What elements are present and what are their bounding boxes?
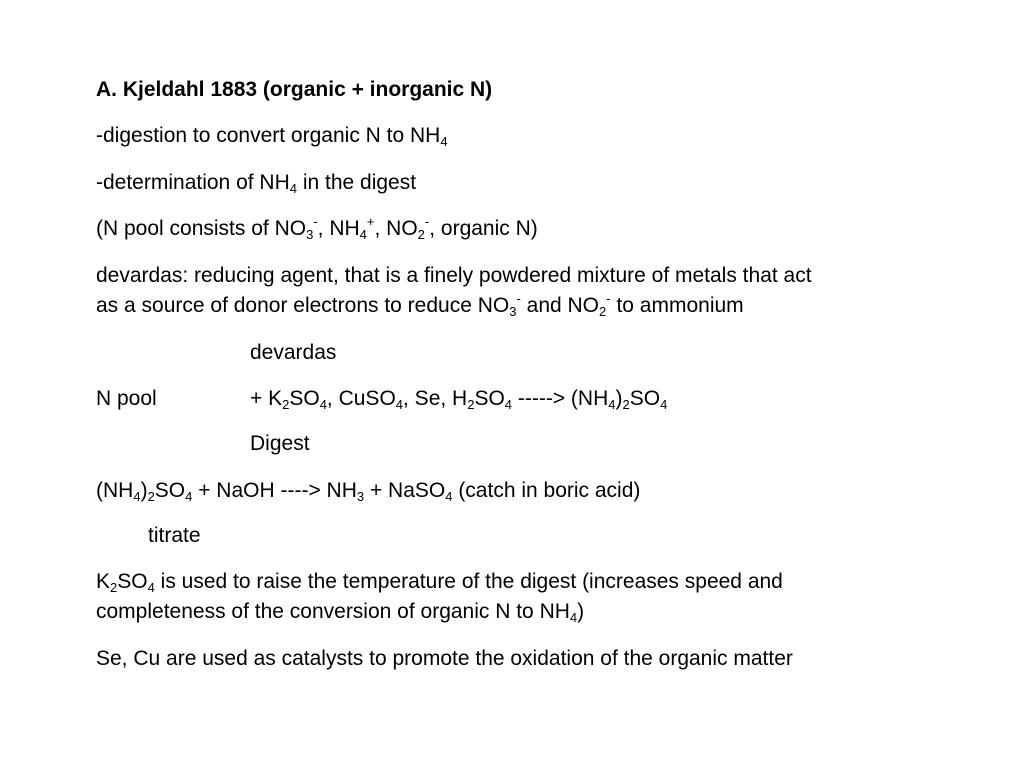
distillation-equation — [96, 476, 640, 506]
text: K — [96, 570, 111, 593]
text: to ammonium — [610, 294, 744, 317]
equation-label-digest: Digest — [250, 432, 310, 455]
subscript: 4 — [133, 489, 141, 504]
devardas-definition-line-1: devardas: reducing agent, that is a finely powdered mixture of metals that act — [96, 264, 812, 287]
text: SO — [629, 387, 661, 410]
digestion-equation — [250, 384, 667, 414]
determination-line — [96, 168, 416, 198]
superscript: - — [606, 291, 611, 306]
superscript: - — [424, 214, 430, 229]
text: , Se, H — [403, 387, 468, 410]
devardas-definition-line-2 — [96, 291, 744, 321]
subscript: 4 — [319, 397, 327, 412]
digestion-line — [96, 121, 448, 151]
text: is used to raise the temperature of the digest (increases speed and — [154, 570, 783, 593]
subscript: 3 — [509, 304, 517, 319]
text: as a source of donor electrons to reduce NO — [96, 294, 510, 317]
subscript: 3 — [356, 489, 365, 504]
text: (N pool consists of NO — [96, 217, 307, 240]
equation-label-devardas: devardas — [250, 341, 337, 364]
text: -determination of NH — [96, 171, 290, 194]
text: , organic N) — [429, 217, 538, 240]
text: and NO — [520, 294, 600, 317]
k2so4-note-line-1 — [96, 567, 783, 597]
text: + K — [250, 387, 283, 410]
superscript: - — [313, 214, 318, 229]
heading: A. Kjeldahl 1883 (organic + inorganic N) — [96, 78, 493, 101]
subscript: 2 — [282, 397, 290, 412]
n-pool-label: N pool — [96, 387, 157, 410]
text: ) — [577, 600, 585, 623]
subscript: 4 — [504, 397, 513, 412]
subscript: 2 — [467, 397, 475, 412]
titrate-label: titrate — [148, 524, 201, 547]
subscript: 4 — [569, 610, 578, 625]
text: , CuSO — [326, 387, 396, 410]
n-pool-line — [96, 214, 538, 244]
text: -----> (NH — [512, 387, 609, 410]
subscript: 2 — [147, 489, 155, 504]
superscript: - — [516, 291, 521, 306]
subscript: 3 — [306, 227, 314, 242]
subscript: 4 — [185, 489, 193, 504]
text: , NH — [317, 217, 360, 240]
k2so4-note-line-2 — [96, 597, 584, 627]
text: + NaSO — [364, 479, 446, 502]
superscript: + — [366, 214, 375, 229]
text: , NO — [374, 217, 418, 240]
subscript: 4 — [445, 489, 453, 504]
text: in the digest — [296, 171, 417, 194]
subscript: 4 — [147, 580, 155, 595]
subscript: 4 — [395, 397, 404, 412]
text: -digestion to convert organic N to NH — [96, 124, 441, 147]
subscript: 4 — [359, 227, 367, 242]
text: SO — [474, 387, 505, 410]
text: (NH — [96, 479, 134, 502]
subscript: 4 — [289, 181, 297, 196]
subscript: 4 — [440, 134, 448, 149]
text: SO — [289, 387, 320, 410]
text: ) — [615, 387, 623, 410]
text: + NaOH ----> NH — [192, 479, 357, 502]
subscript: 2 — [599, 304, 607, 319]
subscript: 2 — [622, 397, 630, 412]
subscript: 4 — [608, 397, 616, 412]
text: ) — [140, 479, 148, 502]
subscript: 2 — [110, 580, 118, 595]
catalyst-note: Se, Cu are used as catalysts to promote the oxidation of the organic matter — [96, 647, 793, 670]
text: SO — [154, 479, 186, 502]
subscript: 2 — [417, 227, 425, 242]
subscript: 4 — [660, 397, 668, 412]
text: completeness of the conversion of organic N to NH — [96, 600, 570, 623]
text: SO — [117, 570, 148, 593]
text: (catch in boric acid) — [452, 479, 641, 502]
